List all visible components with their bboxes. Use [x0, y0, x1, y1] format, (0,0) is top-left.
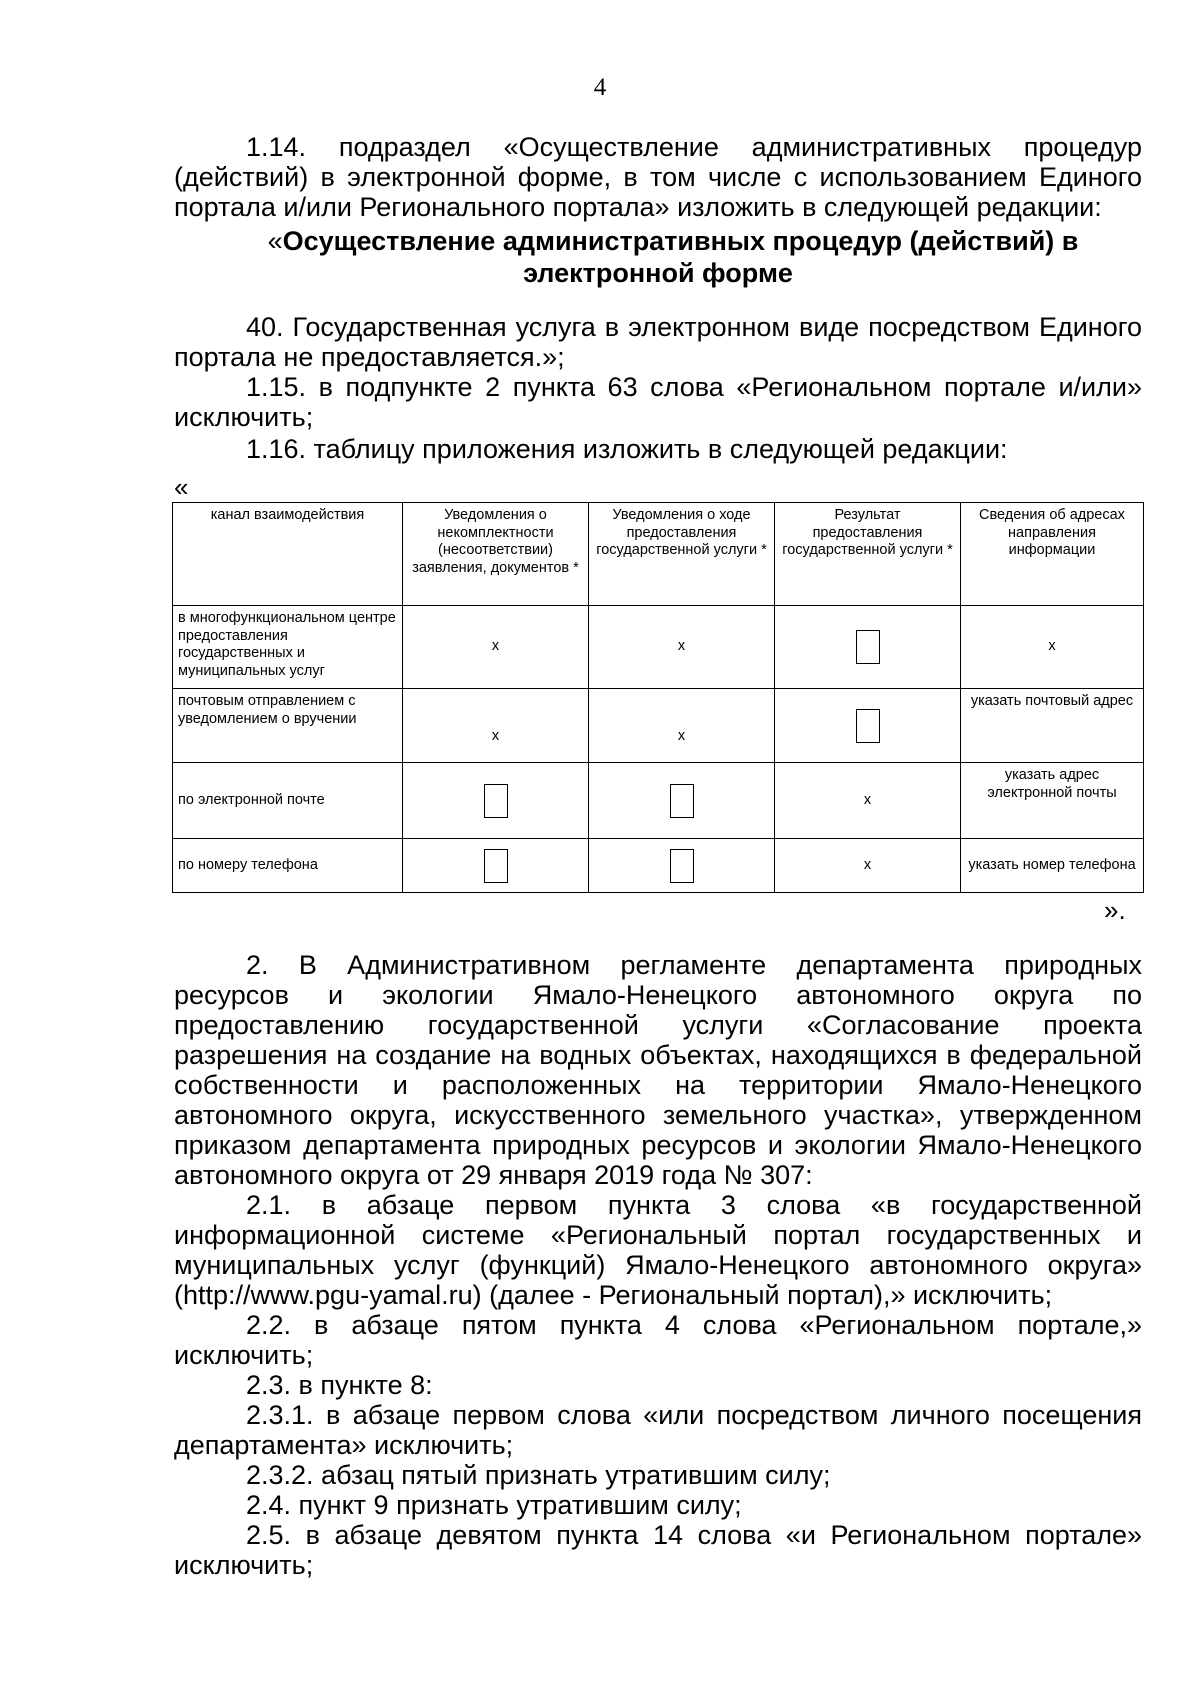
- row-cell-checkbox: [775, 689, 961, 763]
- row-cell-checkbox: [775, 606, 961, 689]
- paragraph-1-15: 1.15. в подпункте 2 пункта 63 слова «Региональном портале и/или» исключить;: [174, 372, 1142, 432]
- row-address-cell: указать адрес электронной почты: [961, 763, 1144, 839]
- row-cell-mark: x: [403, 606, 589, 689]
- subsection-heading: [174, 225, 1142, 289]
- table-header-row: [173, 503, 1144, 606]
- page-number: 4: [593, 74, 607, 101]
- paragraph-1-14: 1.14. подраздел «Осуществление административных процедур (действий) в электронной форме, в том числе с использованием Единого портала и/или Регионального портала» изложить в следующей редакции:: [174, 132, 1142, 222]
- paragraph-2-5: 2.5. в абзаце девятом пункта 14 слова «и Региональном портале» исключить;: [174, 1520, 1142, 1580]
- table-close-quote: ».: [1104, 895, 1126, 925]
- row-cell-mark: x: [775, 839, 961, 893]
- row-cell-mark: x: [589, 606, 775, 689]
- row-address-cell: указать номер телефона: [961, 839, 1144, 893]
- table-row: [173, 606, 1144, 689]
- paragraph-40: 40. Государственная услуга в электронном виде посредством Единого портала не предоставляется.»;: [174, 312, 1142, 372]
- row-channel-label: почтовым отправлением с уведомлением о вручении: [173, 689, 403, 763]
- paragraph-2-1: 2.1. в абзаце первом пункта 3 слова «в государственной информационной системе «Региональный портал государственных и муниципальных услуг (функций) Ямало-Ненецкого автономного округа» (http://www.pgu-yamal.ru) (далее - Региональный портал),» исключить;: [174, 1190, 1142, 1310]
- row-cell-checkbox: [589, 763, 775, 839]
- row-cell-mark: x: [589, 689, 775, 763]
- section-1-body: [174, 312, 1142, 464]
- row-cell-mark: x: [403, 689, 589, 763]
- header-progress: Уведомления о ходе предоставления государственной услуги *: [589, 503, 775, 606]
- row-cell-checkbox: [403, 763, 589, 839]
- header-addresses: Сведения об адресах направления информации: [961, 503, 1144, 606]
- table-row: [173, 689, 1144, 763]
- table-row: [173, 763, 1144, 839]
- header-channel: канал взаимодействия: [173, 503, 403, 606]
- heading-line-2: электронной форме: [523, 258, 793, 288]
- paragraph-2-3-1: 2.3.1. в абзаце первом слова «или посредством личного посещения департамента» исключить;: [174, 1400, 1142, 1460]
- checkbox[interactable]: [856, 630, 880, 664]
- row-cell-mark: x: [775, 763, 961, 839]
- row-cell-checkbox: [589, 839, 775, 893]
- header-incompleteness: Уведомления о некомплектности (несоответствии) заявления, документов *: [403, 503, 589, 606]
- paragraph-1-16: 1.16. таблицу приложения изложить в следующей редакции:: [246, 434, 1008, 464]
- paragraph-2-4: 2.4. пункт 9 признать утратившим силу;: [246, 1490, 742, 1520]
- checkbox[interactable]: [484, 784, 508, 818]
- row-channel-label: по электронной почте: [173, 763, 403, 839]
- checkbox[interactable]: [670, 849, 694, 883]
- checkbox[interactable]: [484, 849, 508, 883]
- row-channel-label: по номеру телефона: [173, 839, 403, 893]
- row-address-cell: указать почтовый адрес: [961, 689, 1144, 763]
- notification-channels-table: [172, 502, 1144, 893]
- header-result: Результат предоставления государственной услуги *: [775, 503, 961, 606]
- row-cell-checkbox: [403, 839, 589, 893]
- heading-line-1: Осуществление административных процедур (действий) в: [282, 226, 1079, 256]
- paragraph-2-3-2: 2.3.2. абзац пятый признать утратившим силу;: [246, 1460, 831, 1490]
- checkbox[interactable]: [856, 709, 880, 743]
- paragraph-2: 2. В Административном регламенте департамента природных ресурсов и экологии Ямало-Ненецкого автономного округа по предоставлению государственной услуги «Согласование проекта разрешения на создание на водных объектах, находящихся в федеральной собственности и расположенных на территории Ямало-Ненецкого автономного округа, искусственного земельного участка», утвержденном приказом департамента природных ресурсов и экологии Ямало-Ненецкого автономного округа от 29 января 2019 года № 307:: [174, 950, 1142, 1190]
- row-channel-label: в многофункциональном центре предоставления государственных и муниципальных услуг: [173, 606, 403, 689]
- row-cell-mark: x: [961, 606, 1144, 689]
- table-open-quote: «: [174, 472, 189, 502]
- table-row: [173, 839, 1144, 893]
- paragraph-2-3: 2.3. в пункте 8:: [246, 1370, 433, 1400]
- section-2-body: [174, 950, 1142, 1580]
- section-1-intro: [174, 132, 1142, 222]
- heading-open-quote: «: [267, 226, 283, 256]
- checkbox[interactable]: [670, 784, 694, 818]
- paragraph-2-2: 2.2. в абзаце пятом пункта 4 слова «Региональном портале,» исключить;: [174, 1310, 1142, 1370]
